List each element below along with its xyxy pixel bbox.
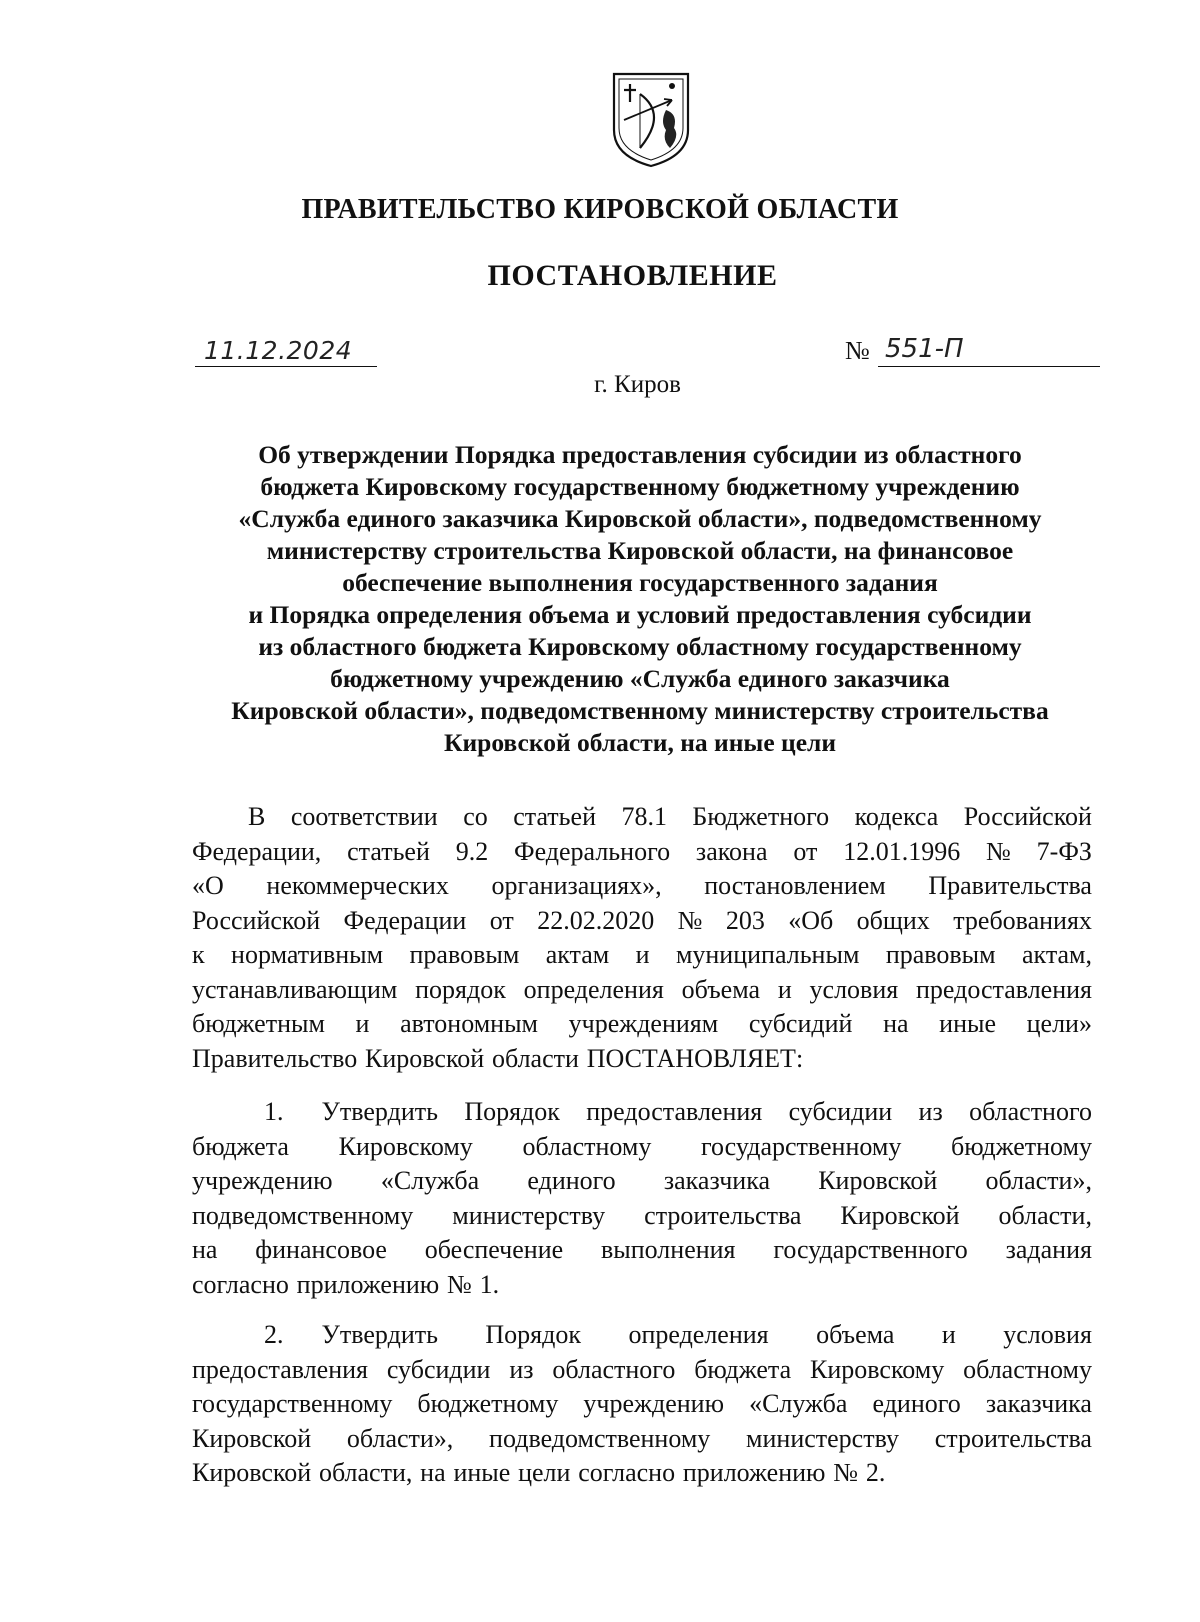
document-date: 11.12.2024 bbox=[204, 336, 353, 365]
text-line: бюджета Кировскому областному государственному бюджетному bbox=[192, 1131, 1092, 1161]
text-line: к нормативным правовым актам и муниципальным правовым актам, bbox=[192, 940, 1092, 969]
subject-line: министерству строительства Кировской области, на финансовое bbox=[266, 536, 1014, 565]
text-line: на финансовое обеспечение выполнения государственного задания bbox=[192, 1235, 1092, 1264]
subject-line: «Служба единого заказчика Кировской области», подведомственному bbox=[238, 504, 1042, 533]
document-type: ПОСТАНОВЛЕНИЕ bbox=[487, 259, 778, 292]
text-line: устанавливающим порядок определения объема и условия предоставления bbox=[192, 974, 1092, 1004]
subject-line: Об утверждении Порядка предоставления субсидии из областного bbox=[258, 440, 1022, 469]
text-line: Правительство Кировской области ПОСТАНОВЛЯЕТ: bbox=[192, 1043, 804, 1073]
subject-line: из областного бюджета Кировскому областному государственному bbox=[258, 632, 1022, 661]
text-line: Кировской области», подведомственному министерству строительства bbox=[192, 1423, 1092, 1453]
subject-line: бюджетному учреждению «Служба единого заказчика bbox=[330, 664, 950, 693]
document-city: г. Киров bbox=[594, 371, 681, 398]
text-line: учреждению «Служба единого заказчика Кировской области», bbox=[192, 1166, 1092, 1195]
text-line: Кировской области, на иные цели согласно приложению № 2. bbox=[192, 1458, 886, 1487]
subject-line: и Порядка определения объема и условий предоставления субсидии bbox=[248, 600, 1032, 629]
preamble-paragraph bbox=[192, 800, 1092, 1076]
subject-line: Кировской области», подведомственному министерству строительства bbox=[231, 696, 1049, 725]
text-line: государственному бюджетному учреждению «Служба единого заказчика bbox=[192, 1389, 1092, 1418]
subject-line: обеспечение выполнения государственного задания bbox=[342, 568, 938, 597]
number-label: № bbox=[845, 336, 870, 365]
document-subject bbox=[190, 439, 1090, 759]
text-line: В соответствии со статьей 78.1 Бюджетного кодекса Российской bbox=[248, 802, 1092, 831]
text-line: 1. Утвердить Порядок предоставления субсидии из областного bbox=[264, 1097, 1092, 1126]
text-line: Федерации, статьей 9.2 Федерального закона от 12.01.1996 № 7-ФЗ bbox=[192, 836, 1092, 866]
text-line: предоставления субсидии из областного бюджета Кировскому областному bbox=[192, 1354, 1092, 1384]
kirov-oblast-coat-of-arms-icon bbox=[610, 70, 692, 170]
text-line: бюджетным и автономным учреждениям субсидий на иные цели» bbox=[192, 1009, 1092, 1038]
document-number: 551-П bbox=[885, 334, 964, 364]
item-1-paragraph bbox=[192, 1095, 1092, 1302]
text-line: «О некоммерческих организациях», постановлением Правительства bbox=[192, 871, 1092, 900]
subject-line: Кировской области, на иные цели bbox=[443, 728, 837, 757]
item-2-paragraph bbox=[192, 1318, 1092, 1491]
text-line: Российской Федерации от 22.02.2020 № 203 «Об общих требованиях bbox=[192, 905, 1092, 935]
text-line: согласно приложению № 1. bbox=[192, 1269, 500, 1299]
text-line: подведомственному министерству строительства Кировской области, bbox=[192, 1200, 1092, 1230]
subject-line: бюджета Кировскому государственному бюджетному учреждению bbox=[260, 472, 1020, 501]
text-line: 2. Утвердить Порядок определения объема и условия bbox=[264, 1320, 1092, 1349]
organization-title: ПРАВИТЕЛЬСТВО КИРОВСКОЙ ОБЛАСТИ bbox=[301, 194, 899, 225]
